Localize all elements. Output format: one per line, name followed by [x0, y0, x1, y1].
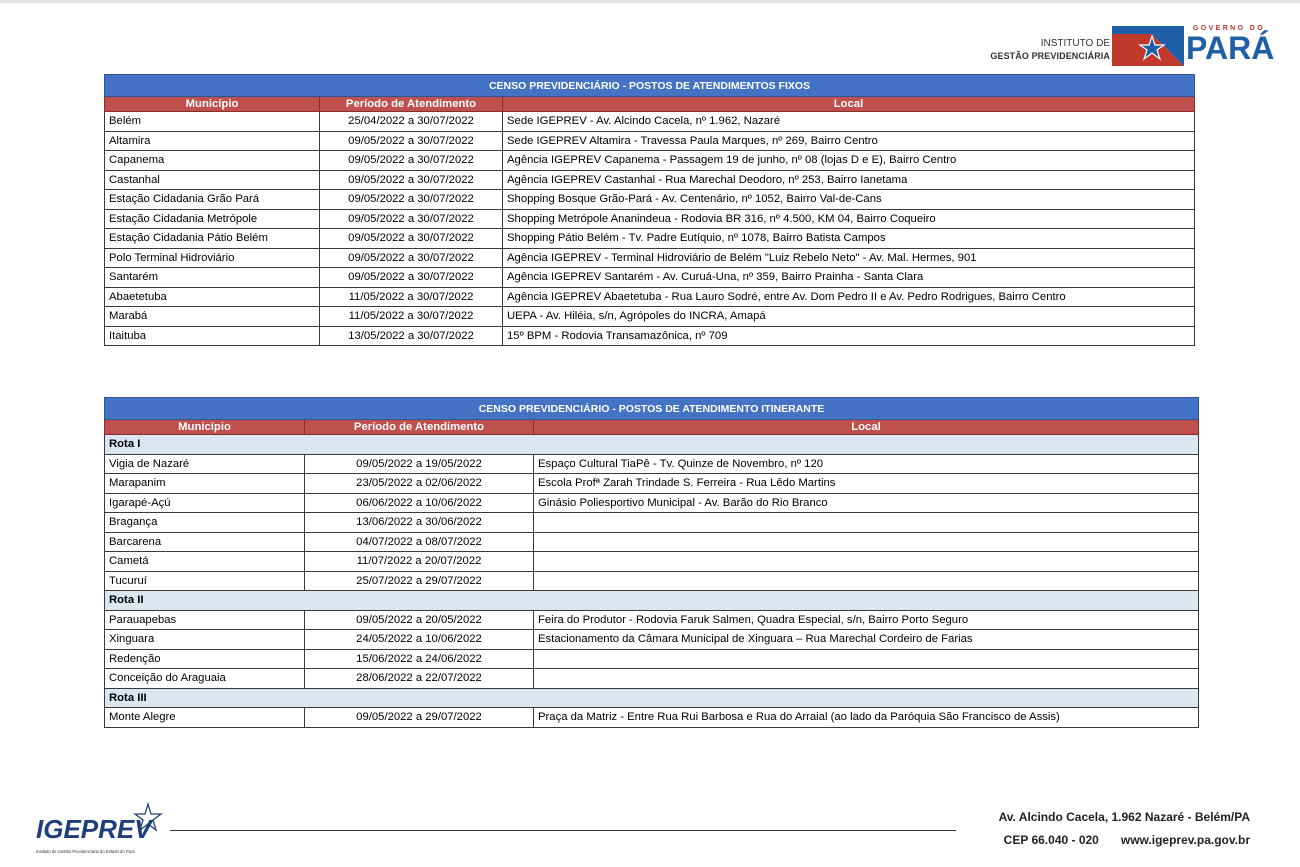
table-row	[105, 630, 1199, 650]
cell-periodo: 11/07/2022 a 20/07/2022	[305, 552, 534, 572]
col-local: Local	[503, 97, 1195, 112]
cell-municipio: Parauapebas	[105, 610, 305, 630]
cell-municipio: Polo Terminal Hidroviário	[105, 248, 320, 268]
table-row	[105, 532, 1199, 552]
footer-cep: CEP 66.040 - 020	[1003, 833, 1099, 847]
cell-municipio: Monte Alegre	[105, 708, 305, 728]
cell-municipio: Altamira	[105, 131, 320, 151]
cell-local	[534, 571, 1199, 591]
cell-periodo: 09/05/2022 a 30/07/2022	[320, 170, 503, 190]
cell-periodo: 11/05/2022 a 30/07/2022	[320, 287, 503, 307]
cell-periodo: 09/05/2022 a 30/07/2022	[320, 131, 503, 151]
cell-municipio: Conceição do Araguaia	[105, 669, 305, 689]
col-municipio: Município	[105, 97, 320, 112]
col-periodo: Período de Atendimento	[320, 97, 503, 112]
cell-local: Shopping Pátio Belém - Tv. Padre Eutíquio, nº 1078, Bairro Batista Campos	[503, 229, 1195, 249]
table-row	[105, 708, 1199, 728]
col-periodo: Período de Atendimento	[305, 420, 534, 435]
itinerant-posts-table	[104, 397, 1199, 728]
para-logo-text: PARÁ	[1186, 30, 1275, 66]
igeprev-logo	[36, 800, 166, 856]
cell-municipio: Tucuruí	[105, 571, 305, 591]
fixed-posts-table	[104, 74, 1195, 346]
route-name: Rota III	[105, 688, 1199, 708]
cell-local	[534, 513, 1199, 533]
cell-local: Agência IGEPREV - Terminal Hidroviário de Belém "Luiz Rebelo Neto" - Av. Mal. Hermes, 901	[503, 248, 1195, 268]
table-row	[105, 307, 1195, 327]
col-municipio: Município	[105, 420, 305, 435]
cell-local: Sede IGEPREV Altamira - Travessa Paula Marques, nº 269, Bairro Centro	[503, 131, 1195, 151]
cell-municipio: Estação Cidadania Metrópole	[105, 209, 320, 229]
cell-municipio: Capanema	[105, 151, 320, 171]
cell-municipio: Estação Cidadania Pátio Belém	[105, 229, 320, 249]
cell-municipio: Igarapé-Açú	[105, 493, 305, 513]
cell-municipio: Marapanim	[105, 474, 305, 494]
footer-website: www.igeprev.pa.gov.br	[1120, 833, 1250, 847]
cell-municipio: Abaetetuba	[105, 287, 320, 307]
cell-local: Shopping Metrópole Ananindeua - Rodovia BR 316, nº 4.500, KM 04, Bairro Coqueiro	[503, 209, 1195, 229]
cell-local: Sede IGEPREV - Av. Alcindo Cacela, nº 1.962, Nazaré	[503, 112, 1195, 132]
table-row	[105, 474, 1199, 494]
cell-municipio: Castanhal	[105, 170, 320, 190]
institute-line-2: GESTÃO PREVIDENCIÁRIA	[990, 51, 1110, 61]
para-flag-icon	[1112, 26, 1184, 66]
table-row	[105, 229, 1195, 249]
table-row	[105, 170, 1195, 190]
cell-municipio: Barcarena	[105, 532, 305, 552]
cell-local	[534, 552, 1199, 572]
table-row	[105, 326, 1195, 346]
route-header-row	[105, 435, 1199, 455]
cell-periodo: 09/05/2022 a 20/05/2022	[305, 610, 534, 630]
cell-periodo: 28/06/2022 a 22/07/2022	[305, 669, 534, 689]
cell-local: Escola Profª Zarah Trindade S. Ferreira - Rua Lêdo Martins	[534, 474, 1199, 494]
cell-local: Praça da Matriz - Entre Rua Rui Barbosa e Rua do Arraial (ao lado da Paróquia São Francisco de Assis)	[534, 708, 1199, 728]
cell-periodo: 15/06/2022 a 24/06/2022	[305, 649, 534, 669]
cell-municipio: Estação Cidadania Grão Pará	[105, 190, 320, 210]
route-name: Rota I	[105, 435, 1199, 455]
table-row	[105, 552, 1199, 572]
cell-periodo: 11/05/2022 a 30/07/2022	[320, 307, 503, 327]
cell-municipio: Marabá	[105, 307, 320, 327]
table-row	[105, 268, 1195, 288]
cell-local	[534, 669, 1199, 689]
igeprev-institute-label	[960, 38, 1110, 62]
table-row	[105, 112, 1195, 132]
table-row	[105, 287, 1195, 307]
fixed-table-title: CENSO PREVIDENCIÁRIO - POSTOS DE ATENDIMENTOS FIXOS	[105, 75, 1195, 97]
igeprev-logo-caption: Instituto de Gestão Previdenciária do Estado do Pará	[36, 849, 135, 854]
cell-periodo: 09/05/2022 a 30/07/2022	[320, 151, 503, 171]
governo-label: GOVERNO DO	[1192, 25, 1266, 32]
cell-local	[534, 649, 1199, 669]
col-local: Local	[534, 420, 1199, 435]
cell-local: Agência IGEPREV Abaetetuba - Rua Lauro Sodré, entre Av. Dom Pedro II e Av. Pedro Rodrigues, Bairro Centro	[503, 287, 1195, 307]
cell-periodo: 09/05/2022 a 30/07/2022	[320, 229, 503, 249]
table-row	[105, 669, 1199, 689]
cell-periodo: 09/05/2022 a 30/07/2022	[320, 190, 503, 210]
cell-periodo: 25/04/2022 a 30/07/2022	[320, 112, 503, 132]
cell-local: Agência IGEPREV Capanema - Passagem 19 de junho, nº 08 (lojas D e E), Bairro Centro	[503, 151, 1195, 171]
cell-local: UEPA - Av. Hiléia, s/n, Agrópoles do INCRA, Amapá	[503, 307, 1195, 327]
route-header-row	[105, 688, 1199, 708]
igeprev-logo-text: IGEPREV	[36, 814, 152, 844]
cell-local: Agência IGEPREV Castanhal - Rua Marechal Deodoro, nº 253, Bairro Ianetama	[503, 170, 1195, 190]
cell-municipio: Xinguara	[105, 630, 305, 650]
cell-local	[534, 532, 1199, 552]
table-row	[105, 131, 1195, 151]
fixed-table-body	[105, 112, 1195, 346]
cell-municipio: Santarém	[105, 268, 320, 288]
cell-local: Espaço Cultural TiaPê - Tv. Quinze de Novembro, nº 120	[534, 454, 1199, 474]
table-row	[105, 454, 1199, 474]
cell-municipio: Vigia de Nazaré	[105, 454, 305, 474]
cell-periodo: 25/07/2022 a 29/07/2022	[305, 571, 534, 591]
footer-divider	[170, 830, 956, 831]
cell-periodo: 09/05/2022 a 19/05/2022	[305, 454, 534, 474]
cell-periodo: 09/05/2022 a 30/07/2022	[320, 248, 503, 268]
cell-periodo: 09/05/2022 a 30/07/2022	[320, 268, 503, 288]
cell-municipio: Cametá	[105, 552, 305, 572]
table-row	[105, 493, 1199, 513]
cell-periodo: 24/05/2022 a 10/06/2022	[305, 630, 534, 650]
cell-periodo: 04/07/2022 a 08/07/2022	[305, 532, 534, 552]
route-header-row	[105, 591, 1199, 611]
table-row	[105, 190, 1195, 210]
table-row	[105, 209, 1195, 229]
cell-municipio: Belém	[105, 112, 320, 132]
institute-line-1: INSTITUTO DE	[1040, 38, 1110, 49]
footer-contact	[940, 833, 1250, 847]
table-row	[105, 649, 1199, 669]
cell-periodo: 06/06/2022 a 10/06/2022	[305, 493, 534, 513]
table-row	[105, 248, 1195, 268]
cell-local: 15º BPM - Rodovia Transamazônica, nº 709	[503, 326, 1195, 346]
footer-address: Av. Alcindo Cacela, 1.962 Nazaré - Belém/PA	[998, 810, 1250, 824]
cell-municipio: Redenção	[105, 649, 305, 669]
table-row	[105, 610, 1199, 630]
table-row	[105, 571, 1199, 591]
itinerant-table-body	[105, 435, 1199, 728]
cell-local: Estacionamento da Câmara Municipal de Xinguara – Rua Marechal Cordeiro de Farias	[534, 630, 1199, 650]
itinerant-table-title: CENSO PREVIDENCIÁRIO - POSTOS DE ATENDIMENTO ITINERANTE	[105, 398, 1199, 420]
cell-periodo: 13/06/2022 a 30/06/2022	[305, 513, 534, 533]
route-name: Rota II	[105, 591, 1199, 611]
table-row	[105, 513, 1199, 533]
cell-local: Ginásio Poliesportivo Municipal - Av. Barão do Rio Branco	[534, 493, 1199, 513]
cell-periodo: 23/05/2022 a 02/06/2022	[305, 474, 534, 494]
cell-local: Feira do Produtor - Rodovia Faruk Salmen, Quadra Especial, s/n, Bairro Porto Seguro	[534, 610, 1199, 630]
cell-local: Shopping Bosque Grão-Pará - Av. Centenário, nº 1052, Bairro Val-de-Cans	[503, 190, 1195, 210]
cell-periodo: 09/05/2022 a 30/07/2022	[320, 209, 503, 229]
cell-municipio: Bragança	[105, 513, 305, 533]
table-row	[105, 151, 1195, 171]
top-border	[0, 0, 1300, 3]
cell-municipio: Itaituba	[105, 326, 320, 346]
cell-periodo: 13/05/2022 a 30/07/2022	[320, 326, 503, 346]
cell-periodo: 09/05/2022 a 29/07/2022	[305, 708, 534, 728]
cell-local: Agência IGEPREV Santarém - Av. Curuá-Una, nº 359, Bairro Prainha - Santa Clara	[503, 268, 1195, 288]
